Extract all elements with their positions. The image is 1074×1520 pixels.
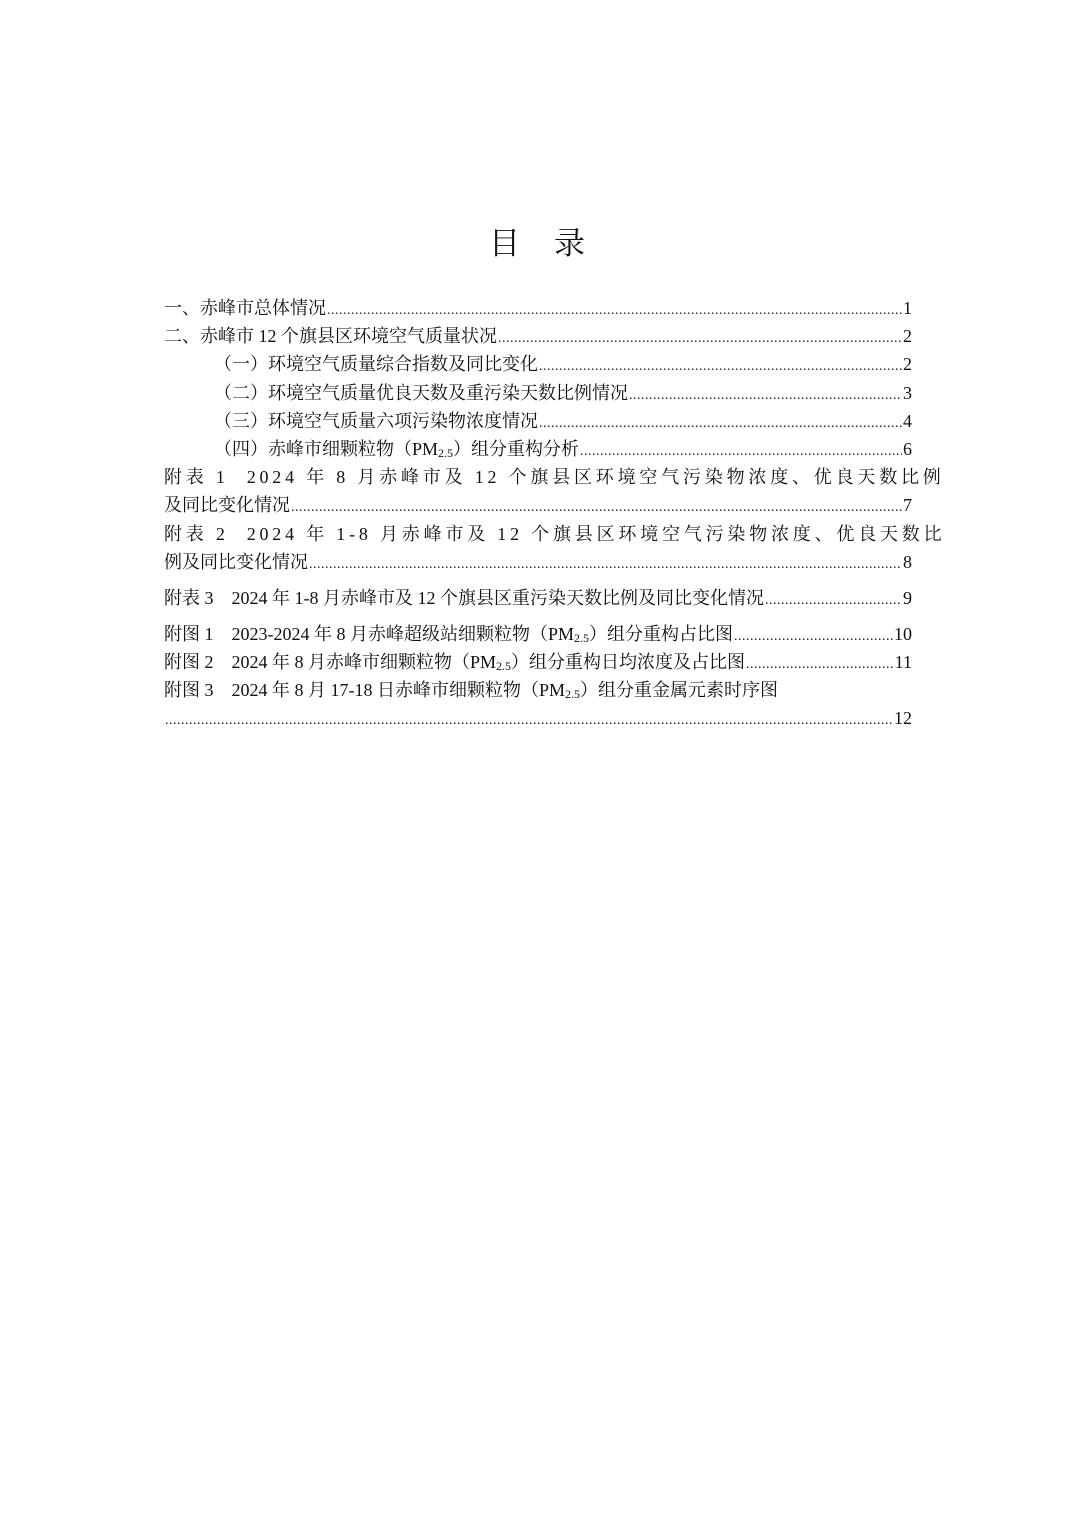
toc-entry-text: 及同比变化情况 (164, 495, 290, 515)
toc-entry-line1[interactable] (164, 522, 946, 546)
toc-entry-text: （二）环境空气质量优良天数及重污染天数比例情况 (214, 383, 628, 403)
toc-entry-line1[interactable] (164, 678, 912, 702)
toc-entry-page: 8 (903, 552, 912, 572)
toc-entry-text: （三）环境空气质量六项污染物浓度情况 (214, 411, 538, 431)
toc-text-part: ）组分重金属元素时序图 (580, 680, 779, 700)
toc-entry[interactable] (164, 437, 912, 461)
toc-entry-page: 7 (903, 495, 912, 515)
toc-entry-text: 2024 年 1-8 月赤峰市及 12 个旗县区环境空气污染物浓度、优良天数比 (246, 524, 946, 544)
toc-entry-text (164, 586, 764, 610)
toc-title: 目录 (489, 226, 619, 262)
appendix-label: 附表 3 (164, 588, 214, 608)
dot-leader (746, 653, 894, 677)
dot-leader (498, 327, 902, 351)
toc-text-part: 2024 年 8 月赤峰市细颗粒物（PM (231, 652, 497, 672)
toc-entry-label (164, 465, 945, 489)
dot-leader (580, 440, 902, 464)
toc-entry-page: 3 (903, 383, 912, 403)
toc-entry-page: 12 (894, 708, 912, 728)
toc-entry[interactable] (164, 622, 912, 646)
toc-entry-page: 11 (894, 652, 912, 672)
toc-entry[interactable] (164, 352, 912, 376)
toc-entry-page: 6 (903, 439, 912, 459)
dot-leader (539, 355, 902, 379)
toc-text-part: 2023-2024 年 8 月赤峰超级站细颗粒物（PM (231, 624, 575, 644)
toc-entry-text: 二、赤峰市 12 个旗县区环境空气质量状况 (164, 326, 497, 346)
subscript: 2.5 (574, 631, 590, 645)
toc-entry-text (164, 622, 733, 646)
toc-entry[interactable] (164, 381, 912, 405)
toc-entry[interactable] (164, 650, 912, 674)
toc-entry-text (164, 678, 778, 702)
dot-leader (629, 384, 902, 408)
toc-entry-line1[interactable] (164, 465, 945, 489)
subscript: 2.5 (438, 446, 454, 460)
toc-text-part: ）组分重构分析 (453, 439, 580, 459)
subscript: 2.5 (565, 687, 581, 701)
toc-text-part: ）组分重构日均浓度及占比图 (511, 652, 746, 672)
dot-leader (165, 709, 893, 733)
dot-leader (291, 496, 902, 520)
toc-text-part: （四）赤峰市细颗粒物（PM (214, 439, 439, 459)
dot-leader (734, 625, 893, 649)
toc-entry[interactable] (164, 296, 912, 320)
toc-text-part: 2024 年 1-8 月赤峰市及 12 个旗县区重污染天数比例及同比变化情况 (231, 588, 764, 608)
appendix-label: 附图 3 (164, 680, 214, 700)
subscript: 2.5 (496, 659, 512, 673)
toc-entry-text: 2024 年 8 月赤峰市及 12 个旗县区环境空气污染物浓度、优良天数比例 (246, 467, 945, 487)
toc-entry-page: 2 (903, 326, 912, 346)
toc-entry-page: 2 (903, 354, 912, 374)
toc-entry-page: 9 (903, 588, 912, 608)
appendix-label: 附图 1 (164, 624, 214, 644)
toc-entry-text (214, 437, 579, 461)
toc-entry[interactable] (164, 586, 912, 610)
toc-entry-text: 一、赤峰市总体情况 (164, 298, 326, 318)
toc-entry-page: 4 (903, 411, 912, 431)
dot-leader (539, 412, 902, 436)
toc-entry-line2[interactable] (164, 706, 912, 730)
toc-entry-line2[interactable] (164, 493, 912, 517)
dot-leader (309, 553, 902, 577)
toc-text-part: 2024 年 8 月 17-18 日赤峰市细颗粒物（PM (231, 680, 566, 700)
toc-entry-page: 10 (894, 624, 912, 644)
dot-leader (327, 299, 902, 323)
toc-text-part: ）组分重构占比图 (589, 624, 734, 644)
toc-entry-line2[interactable] (164, 550, 912, 574)
appendix-label: 附表 2 (164, 524, 229, 544)
toc-entry-text: 例及同比变化情况 (164, 552, 308, 572)
toc-entry-label (164, 522, 945, 546)
toc-entry-text (164, 650, 745, 674)
appendix-label: 附表 1 (164, 467, 229, 487)
toc-entry[interactable] (164, 324, 912, 348)
toc-entry-text: （一）环境空气质量综合指数及同比变化 (214, 354, 538, 374)
toc-entry-page: 1 (903, 298, 912, 318)
appendix-label: 附图 2 (164, 652, 214, 672)
dot-leader (765, 589, 902, 613)
toc-entry[interactable] (164, 409, 912, 433)
